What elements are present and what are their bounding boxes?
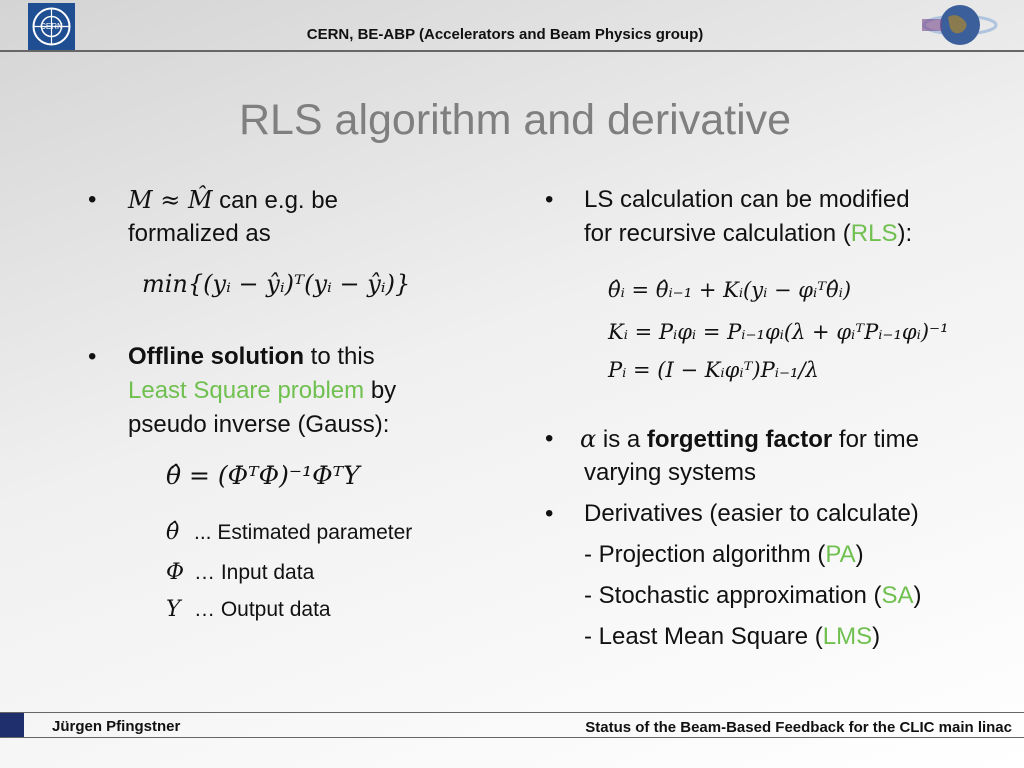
legend-row: θ̂ ... Estimated parameter — [166, 520, 413, 545]
footer-talk-title: Status of the Beam-Based Feedback for the CLIC main linac — [585, 719, 1012, 736]
bullet-marker: • — [545, 425, 554, 452]
right-bullet-3: Derivatives (easier to calculate) — [584, 500, 919, 527]
right-bullet-2-line2: varying systems — [584, 459, 757, 486]
right-bullet-1: LS calculation can be modified — [584, 186, 910, 213]
rls-covariance-equation: Pᵢ = (I − Kᵢφᵢᵀ)Pᵢ₋₁/λ — [608, 358, 819, 382]
right-bullet-2: α is a forgetting factor for time — [580, 425, 919, 453]
left-bullet-1: M ≈ M̂ can e.g. be — [128, 186, 338, 214]
pseudo-inverse-formula: θ̂ = (ΦᵀΦ)⁻¹ΦᵀY — [166, 461, 360, 490]
header — [0, 0, 1024, 52]
globe-logo-icon — [918, 2, 998, 48]
footer-divider-top — [0, 712, 1024, 713]
legend-row: Φ … Input data — [166, 560, 315, 585]
left-bullet-2: Offline solution to this — [128, 343, 375, 370]
bullet-marker: • — [88, 343, 97, 370]
derivative-sa: - Stochastic approximation (SA) — [584, 582, 922, 609]
derivative-pa: - Projection algorithm (PA) — [584, 541, 864, 568]
bullet-marker: • — [545, 186, 554, 213]
least-square-min-formula: min{(yᵢ − ŷᵢ)ᵀ(yᵢ − ŷᵢ)} — [142, 270, 411, 298]
approx-formula: M ≈ M̂ — [128, 186, 213, 214]
svg-text:CERN: CERN — [40, 22, 63, 31]
slide-title: RLS algorithm and derivative — [238, 96, 792, 144]
rls-theta-update-equation: θ̂ᵢ = θ̂ᵢ₋₁ + Kᵢ(yᵢ − φᵢᵀθ̂ᵢ) — [608, 278, 852, 302]
phi-symbol: Φ — [166, 560, 185, 585]
header-divider — [0, 50, 1024, 52]
left-bullet-1-line2: formalized as — [128, 220, 271, 247]
theta-hat-symbol: θ̂ — [166, 520, 180, 545]
legend-row: Y … Output data — [166, 597, 331, 622]
footer-divider-bottom — [0, 737, 1024, 738]
right-column — [545, 183, 1015, 663]
y-symbol: Y — [166, 597, 181, 622]
derivative-lms: - Least Mean Square (LMS) — [584, 623, 881, 650]
left-bullet-2-line2: Least Square problem by — [128, 377, 397, 404]
left-bullet-2-line3: pseudo inverse (Gauss): — [128, 411, 390, 438]
rls-gain-equation: Kᵢ = Pᵢφᵢ = Pᵢ₋₁φᵢ(λ + φᵢᵀPᵢ₋₁φᵢ)⁻¹ — [608, 320, 949, 344]
bullet-marker: • — [545, 500, 554, 527]
right-bullet-1-line2: for recursive calculation (RLS): — [584, 220, 913, 247]
alpha-symbol: α — [580, 425, 597, 453]
footer-author: Jürgen Pfingstner — [52, 718, 181, 735]
header-title: CERN, BE-ABP (Accelerators and Beam Physics group) — [306, 26, 704, 43]
bullet-marker: • — [88, 186, 97, 213]
